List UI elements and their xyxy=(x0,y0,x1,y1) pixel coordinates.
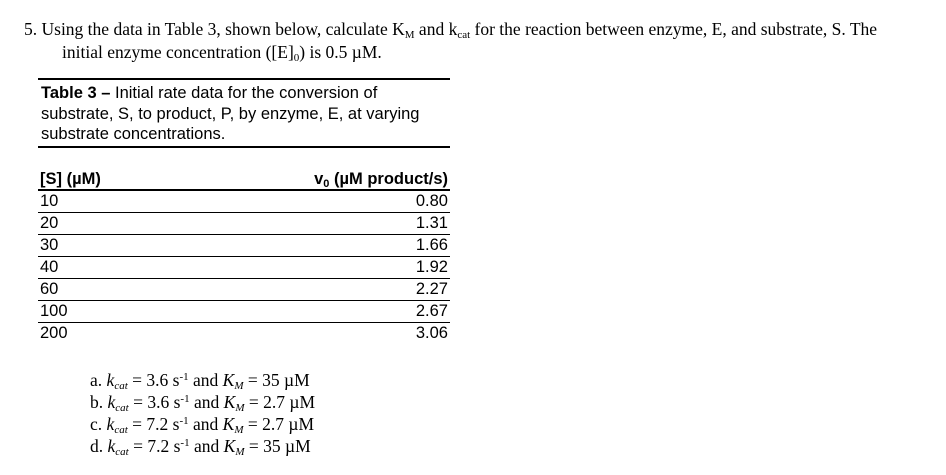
kcat-symbol: k xyxy=(107,436,116,456)
choice-letter: b. xyxy=(90,392,104,412)
choice-letter: c. xyxy=(90,414,103,434)
kcat-symbol: k xyxy=(107,392,116,412)
header-substrate: [S] (µM) xyxy=(38,170,170,190)
km-sub: M xyxy=(235,446,245,458)
km-sub: M xyxy=(235,402,245,414)
cell-rate: 3.06 xyxy=(415,323,448,342)
table-header-row xyxy=(38,170,450,190)
table-block xyxy=(38,78,450,344)
cell-rate: 0.80 xyxy=(170,190,450,213)
kcat-symbol: k xyxy=(106,370,115,390)
and-word: and xyxy=(189,436,224,456)
equals: = xyxy=(244,436,264,456)
cell-rate: 2.27 xyxy=(170,278,450,300)
cell-substrate: 100 xyxy=(38,300,170,322)
equals: = xyxy=(243,414,263,434)
choice-a[interactable] xyxy=(90,369,315,391)
e0-subscript: 0 xyxy=(293,52,300,64)
km-sub: M xyxy=(234,424,244,436)
km-value: 2.7 µM xyxy=(262,414,315,434)
inverse-exponent: -1 xyxy=(180,393,190,405)
and-word: and xyxy=(188,370,223,390)
kcat-value: 7.2 s xyxy=(146,414,180,434)
header-rate-sub: 0 xyxy=(323,177,330,190)
choice-letter: d. xyxy=(90,436,104,456)
choice-c[interactable] xyxy=(90,413,315,435)
km-symbol: K xyxy=(223,436,236,456)
cell-rate: 1.31 xyxy=(170,212,450,234)
inverse-exponent: -1 xyxy=(179,415,189,427)
cell-substrate: 30 xyxy=(38,234,170,256)
cell-rate: 1.66 xyxy=(170,234,450,256)
table-row xyxy=(38,300,450,322)
equals: = xyxy=(127,414,147,434)
table-caption-label: Table 3 – xyxy=(41,84,111,102)
table-row xyxy=(38,256,450,278)
question-text-c: for the reaction between enzyme, E, and substrate, S. The xyxy=(470,19,878,39)
and-word: and xyxy=(189,392,224,412)
question-text xyxy=(24,18,939,64)
question-line-1 xyxy=(24,18,939,41)
header-rate-rest: (µM product/s) xyxy=(329,169,448,188)
cell-substrate: 40 xyxy=(38,256,170,278)
km-value: 2.7 µM xyxy=(263,392,316,412)
cell-rate: 2.67 xyxy=(170,300,450,322)
equals: = xyxy=(128,392,148,412)
choice-b[interactable] xyxy=(90,391,315,413)
and-word: and xyxy=(188,414,223,434)
question-line-2 xyxy=(24,41,939,64)
km-symbol: K xyxy=(222,370,235,390)
header-rate-v: v xyxy=(314,169,324,188)
km-subscript: M xyxy=(404,29,415,41)
km-sub: M xyxy=(234,380,244,392)
choice-d[interactable] xyxy=(90,435,315,457)
question-text-b: and k xyxy=(414,19,458,39)
cell-substrate: 10 xyxy=(38,190,170,213)
equals: = xyxy=(244,392,264,412)
answer-choices xyxy=(90,369,315,457)
kcat-sub: cat xyxy=(115,446,129,458)
table-row xyxy=(38,190,450,213)
kcat-sub: cat xyxy=(114,424,128,436)
cell-substrate: 20 xyxy=(38,212,170,234)
equals: = xyxy=(128,436,148,456)
km-value: 35 µM xyxy=(263,436,311,456)
kcat-symbol: k xyxy=(106,414,115,434)
inverse-exponent: -1 xyxy=(179,371,189,383)
cell-substrate: 200 xyxy=(40,323,68,342)
km-symbol: K xyxy=(223,392,236,412)
inverse-exponent: -1 xyxy=(180,437,190,449)
choice-letter: a. xyxy=(90,370,103,390)
table-caption-text: Initial rate data for the conversion of substrate, S, to product, P, by enzyme, E, at varying substrate concentrations. xyxy=(41,84,420,143)
caption-bottom-rule xyxy=(38,146,450,148)
cell-rate: 1.92 xyxy=(170,256,450,278)
question-text-a: Using the data in Table 3, shown below, calculate K xyxy=(41,19,405,39)
kcat-sub: cat xyxy=(115,402,129,414)
equals: = xyxy=(243,370,263,390)
kcat-value: 7.2 s xyxy=(147,436,181,456)
question-number: 5. xyxy=(24,19,38,39)
question-line2-a: initial enzyme concentration ([E] xyxy=(62,42,294,62)
header-rate xyxy=(170,170,450,190)
kcat-value: 3.6 s xyxy=(147,392,181,412)
kcat-subscript: cat xyxy=(457,29,471,41)
table-row xyxy=(38,212,450,234)
kcat-value: 3.6 s xyxy=(146,370,180,390)
km-value: 35 µM xyxy=(262,370,310,390)
table-row xyxy=(38,234,450,256)
kcat-sub: cat xyxy=(114,380,128,392)
data-table xyxy=(38,170,450,344)
table-row xyxy=(38,322,450,344)
table-row xyxy=(38,278,450,300)
cell-substrate: 60 xyxy=(38,278,170,300)
question-line2-b: ) is 0.5 µM. xyxy=(299,42,382,62)
equals: = xyxy=(127,370,147,390)
table-caption xyxy=(38,80,450,146)
km-symbol: K xyxy=(222,414,235,434)
